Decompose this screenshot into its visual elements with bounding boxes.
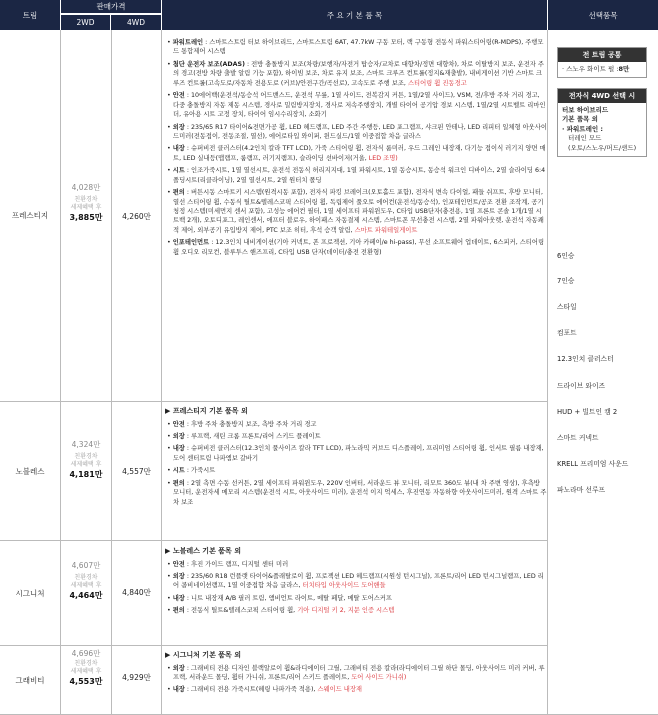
- header-price: 판매가격: [61, 0, 161, 14]
- header-spec: 주 요 기 본 품 목: [162, 0, 547, 30]
- spec-item: • 편의 : 전동식 틸트&텔레스코픽 스티어링 휠, 기아 디지털 키 2, 지문 인증 시스템: [167, 607, 395, 615]
- spec-item: • 편의 : 2열 측면 수동 선커튼, 2열 세이프티 파워윈도우, 220V 인버터, 서라운드 뷰 모니터, 리모트 360도 뷰(내 차 주변 영상), 후측방 모니터, 운전자세 메모리 시스템(운전석 시트, 아웃사이드 미러), 운전석 이지 억세스, 후진연동 자동하향 아웃사이드미러, 원격 스마트 주차 보조: [167, 479, 547, 506]
- spec-item: • 시트 : 가죽시트: [167, 467, 216, 475]
- spec-item: • 내장 : 그래비티 전용 가죽시트(헤링 나파가죽 적용), 스웨이드 내장재: [167, 686, 363, 694]
- price-note: 친환경차 세제혜택 후: [70, 660, 102, 675]
- price-final: 4,464만: [69, 590, 103, 600]
- price-note: 친환경차 세제혜택 후: [70, 196, 102, 211]
- spec-item: • 외장 : 235/60 R18 런플랫 타이어&플래탈로이 휠, 프로젝션 LED 헤드램프(시원성 턴시그널), 프론트/리어 LED 턴시그널램프, LED 리어 콤비네이션램프, 1열 이중접합 차음 글라스, 터치타입 아웃사이드 도어핸들: [167, 572, 544, 590]
- spec-section-title: ▶ 프레스티지 기본 품목 외: [165, 407, 248, 415]
- spec-noblesse: [165, 406, 547, 510]
- option-item: 6인승: [557, 252, 575, 260]
- price-4wd: 4,840만: [122, 588, 151, 597]
- price-4wd: 4,260만: [122, 212, 151, 221]
- trim-name: 시그니처: [15, 588, 45, 598]
- trim-name: 프레스티지: [11, 211, 49, 220]
- spec-item: • 파워트레인 : 스마트스트림 터보 하이브리드, 스마트스트림 6AT, 47.7kW 구동 모터, 랙 구동형 전동식 파워스티어링(R-MDPS), 주행모드 통합제어 시스템: [167, 39, 544, 56]
- price-2wd: [61, 440, 111, 480]
- option-item: HUD + 빌트인 캠 2: [557, 408, 618, 416]
- spec-item: • 안전 : 10에어백(운전석/동승석 어드밴스드, 운전석 무릎, 1열 사이드, 전복감지 커튼, 1열/2열 사이드), VSM, 전/후방 주차 거리 경고, 다중 충돌방지 자동 제동 시스템, 경사로 밀림방지장치, 경사로 저속주행장치, 개별 타이어 공기압 경보 시스템, 1열/2열 시트벨트 리마인더, 유아용 시트 고정 장치, 타이어 임시수리장치, 소화기: [167, 92, 546, 119]
- spec-item: • 외장 : 그래비티 전용 디자인 블랙알로이 휠&라디에이터 그릴, 그래비티 전용 칼라(라디에이터 그릴 하단 몰딩, 아웃사이드 미러 커버, 루프랙, 서라운드 몰딩, 휠터 가니쉬, 프론트/리어 스키드 플레이트, 도어 사이드 가니쉬): [167, 664, 545, 681]
- option-common-box: [557, 47, 647, 78]
- spec-item: • 첨단 운전자 보조(ADAS) : 전방 충돌방지 보조(차량/보행자/자전거 탑승자/교차로 대향차/정면 대향차), 차로 이탈방지 보조, 운전자 주의 경고(전방 차량 출발 알림 기능 포함), 하이빔 보조, 차로 유지 보조, 스마트 크루즈 컨트롤(정지&재출발), 내비게이션 기반 스마트 크루즈 컨트롤(고속도로/자동차 전용도로 (커브)/안전구간/곡선로), 고속도로 주행 보조, 스티어링 휠 진동경고: [167, 60, 544, 87]
- spec-signature: [165, 546, 547, 619]
- price-2wd: [61, 649, 111, 687]
- price-base: 4,607만: [71, 561, 101, 570]
- spec-item: • 시트 : 인조가죽시트, 1열 열선시트, 운전석 전동식 허리지지대, 1열 파워시트, 1열 동승시트, 동승석 워크인 디바이스, 2열 슬라이딩 6:4 폴딩시트(리클라이닝), 2열 열선시트, 2열 원터치 폴딩: [167, 167, 546, 184]
- option-item: KRELL 프리미엄 사운드: [557, 460, 629, 468]
- option-item: 파노라마 선루프: [557, 486, 606, 494]
- option-common-head: 전 트림 공통: [558, 48, 646, 62]
- price-base: 4,696만: [71, 649, 101, 658]
- spec-item: • 안전 : 후진 가이드 램프, 디지털 센터 미러: [167, 560, 289, 568]
- spec-section-title: ▶ 노블레스 기본 품목 외: [165, 547, 241, 555]
- spec-section-title: ▶ 시그니처 기본 품목 외: [165, 651, 241, 659]
- price-4wd: 4,929만: [122, 673, 151, 682]
- option-awd-body: 터보 하이브리드 기본 품목 외 · 파워트레인 : 터레인 모드 (오토/스노우/머드/샌드): [562, 106, 637, 152]
- option-item: 스마트 커넥트: [557, 434, 599, 442]
- price-2wd: [61, 183, 111, 223]
- price-2wd: [61, 561, 111, 601]
- price-base: 4,324만: [71, 440, 101, 449]
- trim-name: 노블레스: [15, 466, 45, 476]
- header-2wd: 2WD: [61, 15, 111, 30]
- price-base: 4,028만: [71, 183, 101, 192]
- option-item: 드라이브 와이즈: [557, 382, 606, 390]
- price-4wd: 4,557만: [122, 467, 151, 476]
- spec-item: • 내장 : 슈퍼비전 클러스터(12.3인치 풀사이즈 칼라 TFT LCD), 파노라믹 커브드 디스플레이, 프리미엄 스티어링 휠, 인서트 필름 내장재, 도어 센터트림 나파엠보 갈바기: [167, 445, 544, 462]
- option-item: 컴포트: [557, 329, 577, 337]
- price-final: 4,553만: [69, 676, 103, 686]
- price-final: 3,885만: [69, 212, 103, 222]
- header-4wd: 4WD: [111, 15, 161, 30]
- spec-item: • 안전 : 후방 주차 충돌방지 보조, 측방 주차 거리 경고: [167, 420, 317, 428]
- option-awd-head: 전자식 4WD 선택 시: [558, 89, 646, 103]
- option-item: 스타일: [557, 303, 577, 311]
- price-note: 친환경차 세제혜택 후: [70, 574, 102, 589]
- spec-item: • 내장 : 니트 내장재 A/B 필러 트림, 앰비언트 라이트, 메탈 페달, 메탈 도어스커프: [167, 594, 393, 602]
- price-note: 친환경차 세제혜택 후: [70, 453, 102, 468]
- header-trim: 트림: [0, 0, 60, 30]
- spec-item: • 외장 : 235/65 R17 타이어&전면가공 휠, LED 헤드램프, LED 주간 주행등, LED 포그램프, 샤크핀 안테나, LED 리피터 일체형 아웃사이드미러(전동접이, 전동조절, 열선), 에어로타입 와이퍼, 윈드실드/1열 이중접합 차음 글라스: [167, 123, 547, 140]
- spec-prestige: [165, 38, 547, 260]
- spec-item: • 외장 : 루프랙, 새틴 크롬 프론트/리어 스키드 플레이트: [167, 432, 321, 440]
- option-awd-box: [557, 88, 647, 157]
- header-option: 선택품목: [548, 0, 658, 30]
- spec-item: • 인포테인먼트 : 12.3인치 내비게이션(기아 커넥트, 폰 프로젝션, 기아 카페이/e hi-pass), 무선 소프트웨어 업데이트, 6스피커, 스티어링 휠 오디오 리모컨, 블루투스 핸즈프리, C타입 USB 단자(데이터/충전 전환형): [167, 239, 545, 256]
- option-item: 7인승: [557, 277, 575, 285]
- spec-gravity: [165, 650, 547, 698]
- option-common-body: · 스노우 화이트 펄 :8만: [562, 65, 630, 73]
- trim-name: 그래비티: [15, 675, 45, 685]
- option-item: 12.3인치 클러스터: [557, 355, 614, 363]
- spec-item: • 내장 : 슈퍼비전 클러스터(4.2인치 칼라 TFT LCD), 가죽 스티어링 휠, 전자식 룸미러, 우드 그레인 내장재, 다기능 접이식 러기지 양면 매트, LED 실내등(맵램프, 룸램프, 러기지램프), 슬라이딩 선바이저(거울, LED 조명): [167, 145, 546, 162]
- price-final: 4,181만: [69, 469, 103, 479]
- spec-item: • 편의 : 버튼시동 스마트키 시스템(원격시동 포함), 전자식 파킹 브레이크(오토홀드 포함), 전자식 변속 다이얼, 패들 쉬프트, 후방 모니터, 열선 스티어링 휠, 수동식 틸트&텔레스코픽 스티어링 휠, 독립제어 풀오토 에어컨(운전석/동승석), 인포테인먼트/공조 전환 조작계, 공기청정 시스템(미세먼지 센서 포함), 고성능 에어컨 필터, 1열 세이프티 파워윈도우, C타입 USB단자(충전용, 1열 프론트 콘솔 1개/1열 시트백 2개), 오토디포그, 레인센서, 애프터 블로우, 하이패스 자동결제 시스템, 스마트폰 무선충전 시스템, 2열 파워아웃렛, 운전석 자동쾌적 제어, 외부공기 유입방지 제어, PTC 보조 히터, 후석 승객 알림, 스마트 파워테일게이트: [167, 189, 544, 234]
